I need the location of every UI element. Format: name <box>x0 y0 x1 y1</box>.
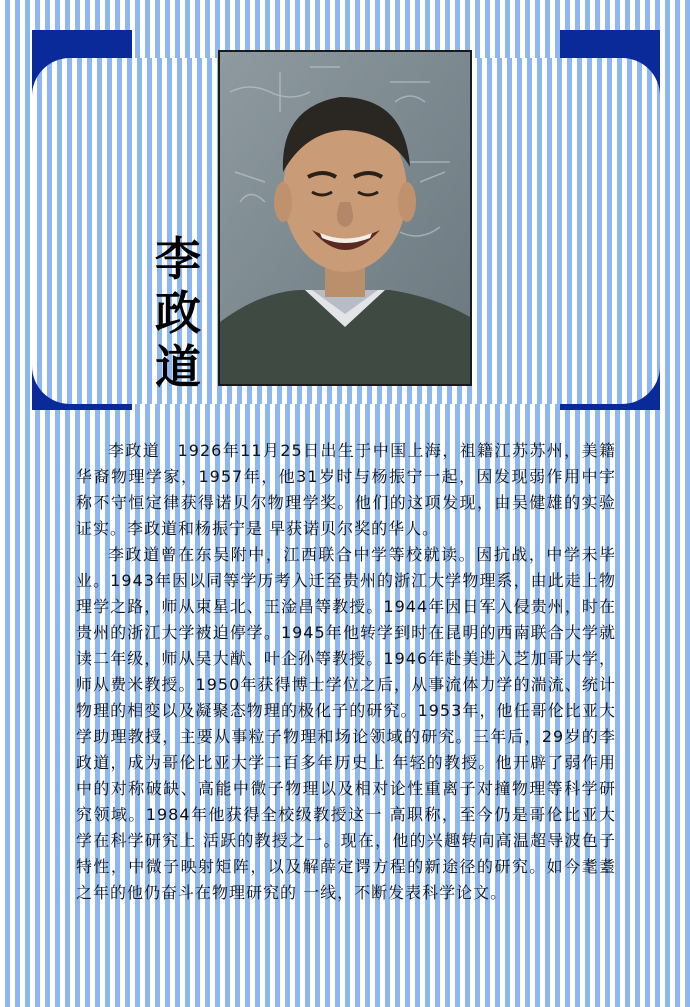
name-char-2: 政 <box>155 286 201 340</box>
biography-text <box>76 438 616 906</box>
person-name <box>150 232 206 394</box>
bio-paragraph-1: 李政道 1926年11月25日出生于中国上海，祖籍江苏苏州，美籍华裔物理学家，1957年，他31岁时与杨振宁一起，因发现弱作用中宇称不守恒定律获得诺贝尔物理学奖。他们的这项发现，由吴健雄的实验证实。李政道和杨振宁是 早获诺贝尔奖的华人。 <box>76 441 616 538</box>
name-char-3: 道 <box>155 340 201 394</box>
portrait-illustration <box>220 52 470 384</box>
portrait-photo <box>218 50 472 386</box>
bio-paragraph-2: 李政道曾在东吴附中，江西联合中学等校就读。因抗战，中学未毕业。1943年因以同等学历考入迁至贵州的浙江大学物理系，由此走上物理学之路，师从束星北、王淦昌等教授。1944年因日军入侵贵州，时在贵州的浙江大学被迫停学。1945年他转学到时在昆明的西南联合大学就读二年级，师从吴大猷、叶企孙等教授。1946年赴美进入芝加哥大学，师从费米教授。1950年获得博士学位之后，从事流体力学的湍流、统计物理的相变以及凝聚态物理的极化子的研究。1953年，他任哥伦比亚大学助理教授，主要从事粒子物理和场论领域的研究。三年后，29岁的李政道，成为哥伦比亚大学二百多年历史上 年轻的教授。他开辟了弱作用中的对称破缺、高能中微子物理以及相对论性重离子对撞物理等科学研究领域。1984年他获得全校级教授这一 高职称，至今仍是哥伦比亚大学在科学研究上 活跃的教授之一。现在，他的兴趣转向高温超导波色子特性，中微子映射矩阵，以及解薛定谔方程的新途径的研究。如今耄耋之年的他仍奋斗在物理研究的 一线，不断发表科学论文。 <box>76 545 616 902</box>
name-char-1: 李 <box>155 232 201 286</box>
